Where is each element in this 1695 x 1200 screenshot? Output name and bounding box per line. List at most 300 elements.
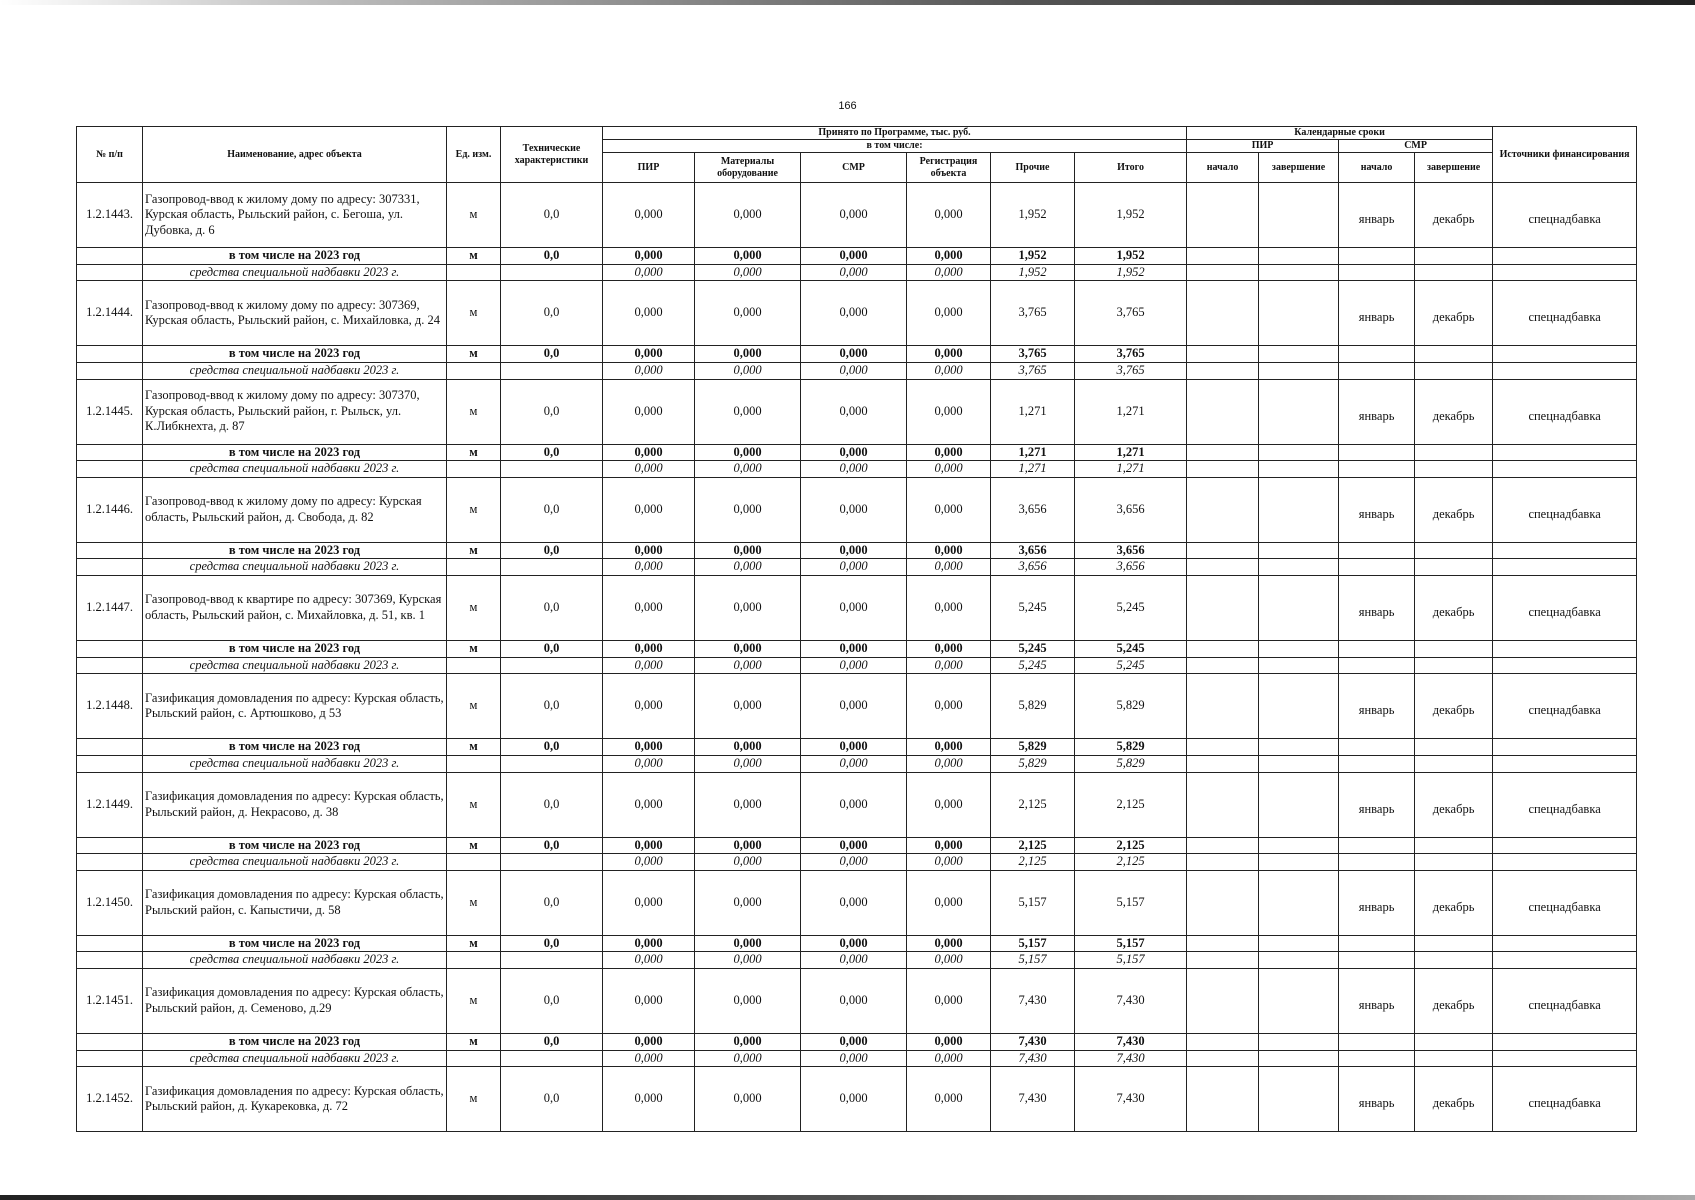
surcharge-registration: 0,000 bbox=[907, 461, 991, 478]
materials-cell: 0,000 bbox=[695, 674, 801, 739]
surcharge-unit bbox=[447, 755, 501, 772]
subtotal-other: 1,271 bbox=[991, 444, 1075, 461]
surcharge-row bbox=[77, 362, 1637, 379]
surcharge-label: средства специальной надбавки 2023 г. bbox=[143, 461, 447, 478]
subtotal-registration: 0,000 bbox=[907, 444, 991, 461]
surcharge-other: 3,765 bbox=[991, 362, 1075, 379]
subtotal-label: в том числе на 2023 год bbox=[143, 935, 447, 952]
subtotal-total: 5,829 bbox=[1075, 739, 1187, 756]
subtotal-pir: 0,000 bbox=[603, 935, 695, 952]
surcharge-empty bbox=[1259, 952, 1339, 969]
subtotal-empty bbox=[1339, 739, 1415, 756]
surcharge-tech bbox=[501, 461, 603, 478]
header-unit: Ед. изм. bbox=[447, 127, 501, 183]
object-name: Газопровод-ввод к жилому дому по адресу: 307369, Курская область, Рыльский район, с. Михайловка, д. 24 bbox=[143, 281, 447, 346]
surcharge-empty bbox=[1339, 461, 1415, 478]
header-smr: СМР bbox=[801, 153, 907, 183]
table-row bbox=[77, 772, 1637, 837]
registration-cell: 0,000 bbox=[907, 674, 991, 739]
tech-cell: 0,0 bbox=[501, 379, 603, 444]
surcharge-empty bbox=[1493, 854, 1637, 871]
subtotal-materials: 0,000 bbox=[695, 346, 801, 363]
object-name: Газопровод-ввод к жилому дому по адресу: Курская область, Рыльский район, д. Свобода, д. 82 bbox=[143, 477, 447, 542]
pir-end-cell bbox=[1259, 379, 1339, 444]
total-cell: 7,430 bbox=[1075, 1067, 1187, 1132]
subtotal-empty bbox=[1259, 542, 1339, 559]
subtotal-unit: м bbox=[447, 346, 501, 363]
surcharge-other: 1,271 bbox=[991, 461, 1075, 478]
surcharge-unit bbox=[447, 461, 501, 478]
subtotal-row bbox=[77, 935, 1637, 952]
subtotal-materials: 0,000 bbox=[695, 248, 801, 265]
surcharge-row bbox=[77, 952, 1637, 969]
materials-cell: 0,000 bbox=[695, 281, 801, 346]
surcharge-registration: 0,000 bbox=[907, 362, 991, 379]
subtotal-empty bbox=[1493, 542, 1637, 559]
surcharge-empty bbox=[1259, 854, 1339, 871]
surcharge-smr: 0,000 bbox=[801, 559, 907, 576]
subtotal-label: в том числе на 2023 год bbox=[143, 837, 447, 854]
surcharge-materials: 0,000 bbox=[695, 952, 801, 969]
total-cell: 1,952 bbox=[1075, 183, 1187, 248]
subtotal-empty bbox=[1493, 1034, 1637, 1051]
row-number: 1.2.1449. bbox=[77, 772, 143, 837]
smr-cell: 0,000 bbox=[801, 576, 907, 641]
surcharge-tech bbox=[501, 362, 603, 379]
header-registration: Регистрация объекта bbox=[907, 153, 991, 183]
subtotal-smr: 0,000 bbox=[801, 542, 907, 559]
smr-start-cell: январь bbox=[1339, 183, 1415, 248]
unit-cell: м bbox=[447, 772, 501, 837]
pir-end-cell bbox=[1259, 772, 1339, 837]
surcharge-empty bbox=[1259, 264, 1339, 281]
subtotal-row bbox=[77, 248, 1637, 265]
surcharge-num bbox=[77, 755, 143, 772]
row-number: 1.2.1445. bbox=[77, 379, 143, 444]
surcharge-pir: 0,000 bbox=[603, 952, 695, 969]
subtotal-empty bbox=[1493, 641, 1637, 658]
surcharge-total: 5,157 bbox=[1075, 952, 1187, 969]
subtotal-empty bbox=[1259, 248, 1339, 265]
subtotal-other: 1,952 bbox=[991, 248, 1075, 265]
header-including: в том числе: bbox=[603, 140, 1187, 153]
surcharge-row bbox=[77, 755, 1637, 772]
subtotal-pir: 0,000 bbox=[603, 1034, 695, 1051]
subtotal-smr: 0,000 bbox=[801, 1034, 907, 1051]
header-num: № п/п bbox=[77, 127, 143, 183]
surcharge-tech bbox=[501, 952, 603, 969]
surcharge-empty bbox=[1259, 1050, 1339, 1067]
other-cell: 2,125 bbox=[991, 772, 1075, 837]
surcharge-pir: 0,000 bbox=[603, 264, 695, 281]
subtotal-empty bbox=[1339, 346, 1415, 363]
program-table bbox=[76, 126, 1637, 1132]
surcharge-empty bbox=[1415, 461, 1493, 478]
subtotal-materials: 0,000 bbox=[695, 837, 801, 854]
surcharge-materials: 0,000 bbox=[695, 362, 801, 379]
subtotal-materials: 0,000 bbox=[695, 542, 801, 559]
header-materials: Материалы оборудование bbox=[695, 153, 801, 183]
surcharge-empty bbox=[1339, 1050, 1415, 1067]
materials-cell: 0,000 bbox=[695, 870, 801, 935]
row-number: 1.2.1447. bbox=[77, 576, 143, 641]
surcharge-empty bbox=[1415, 854, 1493, 871]
surcharge-registration: 0,000 bbox=[907, 1050, 991, 1067]
pir-cell: 0,000 bbox=[603, 477, 695, 542]
subtotal-row bbox=[77, 444, 1637, 461]
registration-cell: 0,000 bbox=[907, 870, 991, 935]
subtotal-smr: 0,000 bbox=[801, 739, 907, 756]
tech-cell: 0,0 bbox=[501, 969, 603, 1034]
surcharge-total: 2,125 bbox=[1075, 854, 1187, 871]
surcharge-other: 5,245 bbox=[991, 657, 1075, 674]
subtotal-empty bbox=[1259, 935, 1339, 952]
surcharge-empty bbox=[1187, 657, 1259, 674]
row-number: 1.2.1448. bbox=[77, 674, 143, 739]
header-pir: ПИР bbox=[603, 153, 695, 183]
unit-cell: м bbox=[447, 674, 501, 739]
total-cell: 3,765 bbox=[1075, 281, 1187, 346]
subtotal-empty bbox=[1187, 1034, 1259, 1051]
subtotal-unit: м bbox=[447, 641, 501, 658]
tech-cell: 0,0 bbox=[501, 477, 603, 542]
surcharge-row bbox=[77, 461, 1637, 478]
smr-cell: 0,000 bbox=[801, 1067, 907, 1132]
surcharge-tech bbox=[501, 1050, 603, 1067]
surcharge-registration: 0,000 bbox=[907, 657, 991, 674]
pir-cell: 0,000 bbox=[603, 969, 695, 1034]
smr-start-cell: январь bbox=[1339, 576, 1415, 641]
surcharge-total: 1,271 bbox=[1075, 461, 1187, 478]
object-name: Газификация домовладения по адресу: Курская область, Рыльский район, с. Капыстичи, д. 58 bbox=[143, 870, 447, 935]
surcharge-smr: 0,000 bbox=[801, 264, 907, 281]
surcharge-empty bbox=[1415, 657, 1493, 674]
subtotal-materials: 0,000 bbox=[695, 935, 801, 952]
source-cell: спецнадбавка bbox=[1493, 772, 1637, 837]
subtotal-row bbox=[77, 837, 1637, 854]
surcharge-empty bbox=[1493, 1050, 1637, 1067]
smr-start-cell: январь bbox=[1339, 281, 1415, 346]
unit-cell: м bbox=[447, 576, 501, 641]
subtotal-empty bbox=[1187, 641, 1259, 658]
unit-cell: м bbox=[447, 183, 501, 248]
other-cell: 1,271 bbox=[991, 379, 1075, 444]
surcharge-smr: 0,000 bbox=[801, 1050, 907, 1067]
subtotal-materials: 0,000 bbox=[695, 641, 801, 658]
subtotal-empty bbox=[1339, 444, 1415, 461]
subtotal-unit: м bbox=[447, 739, 501, 756]
subtotal-other: 5,829 bbox=[991, 739, 1075, 756]
smr-start-cell: январь bbox=[1339, 379, 1415, 444]
scan-edge-bottom bbox=[0, 1195, 1695, 1200]
subtotal-label: в том числе на 2023 год bbox=[143, 346, 447, 363]
subtotal-empty bbox=[1415, 739, 1493, 756]
surcharge-empty bbox=[1187, 461, 1259, 478]
subtotal-registration: 0,000 bbox=[907, 346, 991, 363]
subtotal-num bbox=[77, 739, 143, 756]
smr-cell: 0,000 bbox=[801, 870, 907, 935]
materials-cell: 0,000 bbox=[695, 969, 801, 1034]
subtotal-smr: 0,000 bbox=[801, 248, 907, 265]
surcharge-row bbox=[77, 854, 1637, 871]
surcharge-label: средства специальной надбавки 2023 г. bbox=[143, 657, 447, 674]
subtotal-empty bbox=[1415, 935, 1493, 952]
subtotal-registration: 0,000 bbox=[907, 542, 991, 559]
other-cell: 5,245 bbox=[991, 576, 1075, 641]
header-tech: Технические характеристики bbox=[501, 127, 603, 183]
subtotal-empty bbox=[1259, 1034, 1339, 1051]
surcharge-empty bbox=[1259, 755, 1339, 772]
source-cell: спецнадбавка bbox=[1493, 1067, 1637, 1132]
subtotal-unit: м bbox=[447, 444, 501, 461]
subtotal-empty bbox=[1187, 935, 1259, 952]
pir-cell: 0,000 bbox=[603, 183, 695, 248]
subtotal-pir: 0,000 bbox=[603, 542, 695, 559]
surcharge-empty bbox=[1415, 559, 1493, 576]
object-name: Газификация домовладения по адресу: Курская область, Рыльский район, д. Кукарековка, д. 72 bbox=[143, 1067, 447, 1132]
header-smr-end: завершение bbox=[1415, 153, 1493, 183]
subtotal-unit: м bbox=[447, 248, 501, 265]
pir-cell: 0,000 bbox=[603, 379, 695, 444]
smr-end-cell: декабрь bbox=[1415, 281, 1493, 346]
surcharge-empty bbox=[1259, 362, 1339, 379]
pir-end-cell bbox=[1259, 870, 1339, 935]
header-sources: Источники финансирования bbox=[1493, 127, 1637, 183]
surcharge-num bbox=[77, 559, 143, 576]
surcharge-empty bbox=[1415, 1050, 1493, 1067]
surcharge-materials: 0,000 bbox=[695, 461, 801, 478]
total-cell: 3,656 bbox=[1075, 477, 1187, 542]
subtotal-label: в том числе на 2023 год bbox=[143, 542, 447, 559]
surcharge-pir: 0,000 bbox=[603, 559, 695, 576]
subtotal-empty bbox=[1493, 346, 1637, 363]
surcharge-total: 5,245 bbox=[1075, 657, 1187, 674]
subtotal-registration: 0,000 bbox=[907, 641, 991, 658]
subtotal-empty bbox=[1339, 542, 1415, 559]
subtotal-empty bbox=[1339, 641, 1415, 658]
materials-cell: 0,000 bbox=[695, 772, 801, 837]
smr-end-cell: декабрь bbox=[1415, 379, 1493, 444]
pir-start-cell bbox=[1187, 772, 1259, 837]
subtotal-total: 5,157 bbox=[1075, 935, 1187, 952]
surcharge-smr: 0,000 bbox=[801, 461, 907, 478]
subtotal-tech: 0,0 bbox=[501, 935, 603, 952]
table-row bbox=[77, 281, 1637, 346]
surcharge-num bbox=[77, 657, 143, 674]
subtotal-num bbox=[77, 935, 143, 952]
source-cell: спецнадбавка bbox=[1493, 576, 1637, 641]
surcharge-pir: 0,000 bbox=[603, 755, 695, 772]
surcharge-registration: 0,000 bbox=[907, 264, 991, 281]
subtotal-smr: 0,000 bbox=[801, 346, 907, 363]
surcharge-num bbox=[77, 854, 143, 871]
surcharge-pir: 0,000 bbox=[603, 657, 695, 674]
surcharge-tech bbox=[501, 755, 603, 772]
subtotal-other: 5,245 bbox=[991, 641, 1075, 658]
surcharge-pir: 0,000 bbox=[603, 854, 695, 871]
surcharge-total: 7,430 bbox=[1075, 1050, 1187, 1067]
subtotal-pir: 0,000 bbox=[603, 346, 695, 363]
table-row bbox=[77, 477, 1637, 542]
smr-start-cell: январь bbox=[1339, 477, 1415, 542]
row-number: 1.2.1450. bbox=[77, 870, 143, 935]
subtotal-num bbox=[77, 444, 143, 461]
table-row bbox=[77, 379, 1637, 444]
smr-end-cell: декабрь bbox=[1415, 674, 1493, 739]
subtotal-empty bbox=[1187, 444, 1259, 461]
tech-cell: 0,0 bbox=[501, 183, 603, 248]
surcharge-unit bbox=[447, 362, 501, 379]
unit-cell: м bbox=[447, 870, 501, 935]
smr-end-cell: декабрь bbox=[1415, 183, 1493, 248]
surcharge-empty bbox=[1415, 952, 1493, 969]
surcharge-smr: 0,000 bbox=[801, 755, 907, 772]
surcharge-other: 7,430 bbox=[991, 1050, 1075, 1067]
subtotal-empty bbox=[1259, 444, 1339, 461]
subtotal-materials: 0,000 bbox=[695, 444, 801, 461]
table-row bbox=[77, 674, 1637, 739]
tech-cell: 0,0 bbox=[501, 870, 603, 935]
surcharge-label: средства специальной надбавки 2023 г. bbox=[143, 362, 447, 379]
surcharge-empty bbox=[1259, 461, 1339, 478]
pir-cell: 0,000 bbox=[603, 674, 695, 739]
subtotal-registration: 0,000 bbox=[907, 837, 991, 854]
total-cell: 5,245 bbox=[1075, 576, 1187, 641]
subtotal-empty bbox=[1259, 837, 1339, 854]
materials-cell: 0,000 bbox=[695, 183, 801, 248]
header-calendar: Календарные сроки bbox=[1187, 127, 1493, 140]
surcharge-empty bbox=[1259, 657, 1339, 674]
surcharge-tech bbox=[501, 854, 603, 871]
subtotal-other: 3,656 bbox=[991, 542, 1075, 559]
row-number: 1.2.1452. bbox=[77, 1067, 143, 1132]
smr-cell: 0,000 bbox=[801, 183, 907, 248]
pir-start-cell bbox=[1187, 576, 1259, 641]
surcharge-materials: 0,000 bbox=[695, 657, 801, 674]
subtotal-pir: 0,000 bbox=[603, 739, 695, 756]
surcharge-empty bbox=[1339, 559, 1415, 576]
smr-end-cell: декабрь bbox=[1415, 576, 1493, 641]
surcharge-empty bbox=[1493, 559, 1637, 576]
surcharge-other: 2,125 bbox=[991, 854, 1075, 871]
surcharge-pir: 0,000 bbox=[603, 461, 695, 478]
object-name: Газификация домовладения по адресу: Курская область, Рыльский район, д. Семеново, д.29 bbox=[143, 969, 447, 1034]
smr-start-cell: январь bbox=[1339, 870, 1415, 935]
other-cell: 5,829 bbox=[991, 674, 1075, 739]
pir-start-cell bbox=[1187, 183, 1259, 248]
smr-start-cell: январь bbox=[1339, 772, 1415, 837]
total-cell: 7,430 bbox=[1075, 969, 1187, 1034]
pir-end-cell bbox=[1259, 1067, 1339, 1132]
surcharge-total: 5,829 bbox=[1075, 755, 1187, 772]
tech-cell: 0,0 bbox=[501, 772, 603, 837]
subtotal-empty bbox=[1415, 837, 1493, 854]
header-accepted: Принято по Программе, тыс. руб. bbox=[603, 127, 1187, 140]
subtotal-empty bbox=[1339, 248, 1415, 265]
total-cell: 2,125 bbox=[1075, 772, 1187, 837]
subtotal-empty bbox=[1493, 248, 1637, 265]
subtotal-registration: 0,000 bbox=[907, 739, 991, 756]
surcharge-label: средства специальной надбавки 2023 г. bbox=[143, 952, 447, 969]
surcharge-empty bbox=[1187, 755, 1259, 772]
subtotal-row bbox=[77, 739, 1637, 756]
subtotal-tech: 0,0 bbox=[501, 444, 603, 461]
surcharge-empty bbox=[1493, 755, 1637, 772]
smr-cell: 0,000 bbox=[801, 477, 907, 542]
subtotal-empty bbox=[1187, 248, 1259, 265]
subtotal-tech: 0,0 bbox=[501, 346, 603, 363]
subtotal-smr: 0,000 bbox=[801, 641, 907, 658]
header-other: Прочие bbox=[991, 153, 1075, 183]
surcharge-unit bbox=[447, 264, 501, 281]
surcharge-row bbox=[77, 559, 1637, 576]
surcharge-other: 3,656 bbox=[991, 559, 1075, 576]
subtotal-empty bbox=[1187, 837, 1259, 854]
source-cell: спецнадбавка bbox=[1493, 969, 1637, 1034]
pir-end-cell bbox=[1259, 969, 1339, 1034]
pir-end-cell bbox=[1259, 477, 1339, 542]
source-cell: спецнадбавка bbox=[1493, 477, 1637, 542]
subtotal-num bbox=[77, 542, 143, 559]
surcharge-num bbox=[77, 952, 143, 969]
surcharge-unit bbox=[447, 854, 501, 871]
registration-cell: 0,000 bbox=[907, 576, 991, 641]
surcharge-empty bbox=[1187, 952, 1259, 969]
subtotal-num bbox=[77, 1034, 143, 1051]
subtotal-empty bbox=[1259, 346, 1339, 363]
object-name: Газопровод-ввод к жилому дому по адресу: 307370, Курская область, Рыльский район, г. Рыльск, ул. К.Либкнехта, д. 87 bbox=[143, 379, 447, 444]
surcharge-empty bbox=[1187, 264, 1259, 281]
row-number: 1.2.1451. bbox=[77, 969, 143, 1034]
subtotal-row bbox=[77, 1034, 1637, 1051]
surcharge-pir: 0,000 bbox=[603, 362, 695, 379]
subtotal-empty bbox=[1493, 444, 1637, 461]
subtotal-empty bbox=[1187, 542, 1259, 559]
header-pir-start: начало bbox=[1187, 153, 1259, 183]
surcharge-label: средства специальной надбавки 2023 г. bbox=[143, 854, 447, 871]
subtotal-empty bbox=[1493, 739, 1637, 756]
surcharge-smr: 0,000 bbox=[801, 854, 907, 871]
pir-start-cell bbox=[1187, 674, 1259, 739]
subtotal-smr: 0,000 bbox=[801, 444, 907, 461]
subtotal-empty bbox=[1187, 346, 1259, 363]
pir-end-cell bbox=[1259, 183, 1339, 248]
subtotal-empty bbox=[1339, 935, 1415, 952]
subtotal-total: 2,125 bbox=[1075, 837, 1187, 854]
surcharge-empty bbox=[1339, 362, 1415, 379]
surcharge-empty bbox=[1187, 854, 1259, 871]
pir-cell: 0,000 bbox=[603, 772, 695, 837]
surcharge-empty bbox=[1493, 657, 1637, 674]
subtotal-other: 7,430 bbox=[991, 1034, 1075, 1051]
subtotal-row bbox=[77, 641, 1637, 658]
total-cell: 1,271 bbox=[1075, 379, 1187, 444]
surcharge-label: средства специальной надбавки 2023 г. bbox=[143, 1050, 447, 1067]
registration-cell: 0,000 bbox=[907, 379, 991, 444]
surcharge-other: 5,157 bbox=[991, 952, 1075, 969]
materials-cell: 0,000 bbox=[695, 1067, 801, 1132]
smr-cell: 0,000 bbox=[801, 969, 907, 1034]
total-cell: 5,829 bbox=[1075, 674, 1187, 739]
unit-cell: м bbox=[447, 969, 501, 1034]
surcharge-empty bbox=[1493, 264, 1637, 281]
surcharge-num bbox=[77, 461, 143, 478]
source-cell: спецнадбавка bbox=[1493, 183, 1637, 248]
surcharge-empty bbox=[1415, 362, 1493, 379]
pir-start-cell bbox=[1187, 969, 1259, 1034]
header-cal-pir: ПИР bbox=[1187, 140, 1339, 153]
header-cal-smr: СМР bbox=[1339, 140, 1493, 153]
